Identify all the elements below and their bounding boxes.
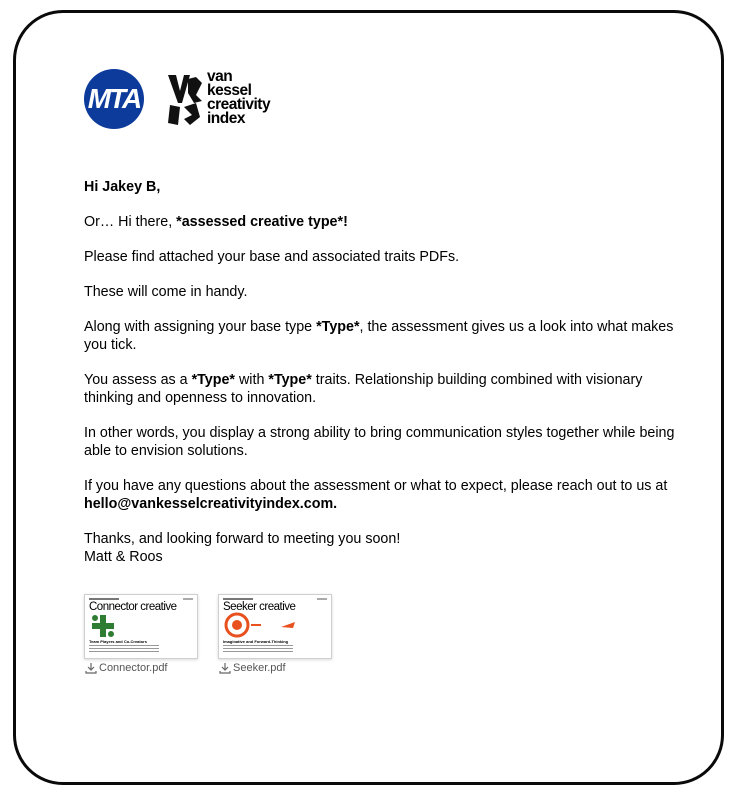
paragraph-attached: Please find attached your base and associated traits PDFs. xyxy=(84,249,460,265)
van-kessel-logo-mark xyxy=(166,73,204,127)
connector-glyph-icon xyxy=(91,614,117,638)
closing: Thanks, and looking forward to meeting you soon! xyxy=(84,531,401,547)
wordmark-line: kessel xyxy=(207,82,252,99)
email-body xyxy=(84,178,684,566)
download-icon xyxy=(219,662,231,674)
attachment-seeker-filename[interactable]: Seeker.pdf xyxy=(219,662,286,674)
mta-logo xyxy=(84,69,144,129)
attachment-title: Seeker creative xyxy=(223,601,296,613)
attachment-title: Connector creative xyxy=(89,601,177,613)
mta-logo-text: MTA xyxy=(87,83,141,114)
signature: Matt & Roos xyxy=(84,549,163,565)
attachment-subtitle: Imaginative and Forward-Thinking xyxy=(223,639,289,644)
attachment-connector-filename[interactable]: Connector.pdf xyxy=(85,662,168,674)
download-icon xyxy=(85,662,97,674)
seeker-glyph-icon xyxy=(223,612,303,638)
attachment-seeker-thumbnail[interactable] xyxy=(218,594,332,659)
paragraph-other-words: In other words, you display a strong ability to bring communication styles together while being able to envision solutions. xyxy=(84,425,675,459)
wordmark-line: index xyxy=(207,110,245,127)
paragraph-assess: You assess as a *Type* with *Type* traits. Relationship building combined with visionary thinking and openness to innovation. xyxy=(84,372,643,406)
wordmark-line: creativity xyxy=(207,96,271,113)
paragraph-base-type: Along with assigning your base type *Type*, the assessment gives us a look into what makes you tick. xyxy=(84,319,674,353)
paragraph-intro: Or… Hi there, *assessed creative type*! xyxy=(84,214,348,230)
greeting: Hi Jakey B, xyxy=(84,179,161,195)
email-link[interactable]: hello@vankesselcreativityindex.com. xyxy=(84,496,338,512)
attachment-connector-thumbnail[interactable] xyxy=(84,594,198,659)
attachment-subtitle: Team Players and Co-Creators xyxy=(89,639,147,644)
paragraph-questions: If you have any questions about the assessment or what to expect, please reach out to us at hello@vankesselcreativityindex.com. xyxy=(84,478,668,512)
paragraph-handy: These will come in handy. xyxy=(84,284,248,300)
van-kessel-wordmark xyxy=(207,70,270,126)
wordmark-line: van xyxy=(207,68,233,85)
